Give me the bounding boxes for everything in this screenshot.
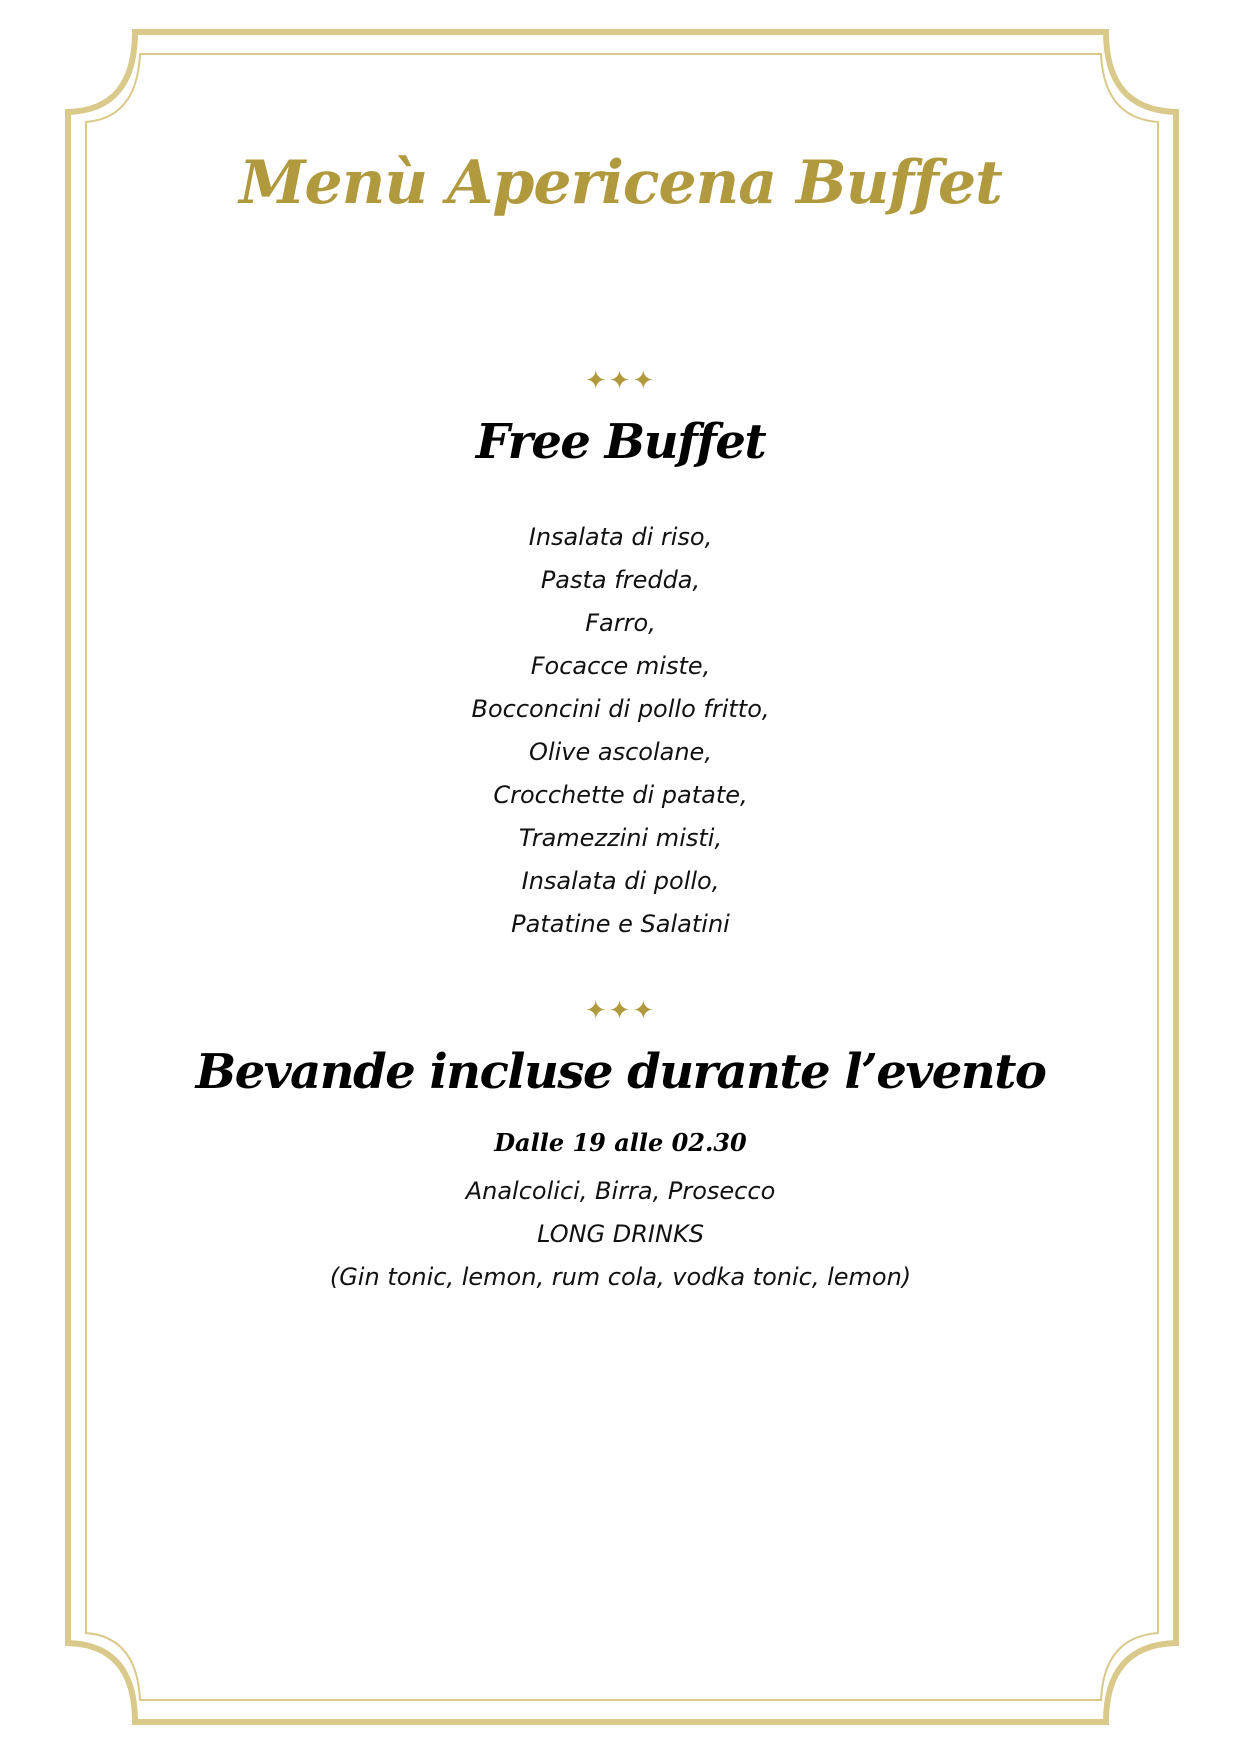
list-item: Tramezzini misti, [518, 824, 723, 852]
list-item: LONG DRINKS [537, 1220, 704, 1248]
menu-title: Menù Apericena Buffet [239, 148, 1002, 218]
star-ornament-icon: ✦✦✦ [584, 996, 657, 1026]
list-item: Analcolici, Birra, Prosecco [465, 1177, 776, 1205]
drinks-items-list [0, 1170, 1241, 1299]
list-item: Bocconcini di pollo fritto, [471, 695, 770, 723]
drinks-hours: Dalle 19 alle 02.30 [494, 1128, 747, 1157]
star-ornament-icon: ✦✦✦ [584, 366, 657, 396]
list-item: Insalata di riso, [528, 523, 713, 551]
list-item: Farro, [585, 609, 656, 637]
list-item: Olive ascolane, [529, 738, 712, 766]
buffet-items-list [0, 516, 1241, 946]
list-item: Crocchette di patate, [493, 781, 748, 809]
list-item: Pasta fredda, [540, 566, 701, 594]
list-item: Focacce miste, [530, 652, 711, 680]
list-item: Insalata di pollo, [521, 867, 720, 895]
section-heading-free-buffet: Free Buffet [475, 414, 766, 470]
list-item: (Gin tonic, lemon, rum cola, vodka tonic, lemon) [329, 1263, 912, 1291]
list-item: Patatine e Salatini [511, 910, 730, 938]
section-heading-drinks: Bevande incluse durante l’evento [195, 1044, 1046, 1100]
